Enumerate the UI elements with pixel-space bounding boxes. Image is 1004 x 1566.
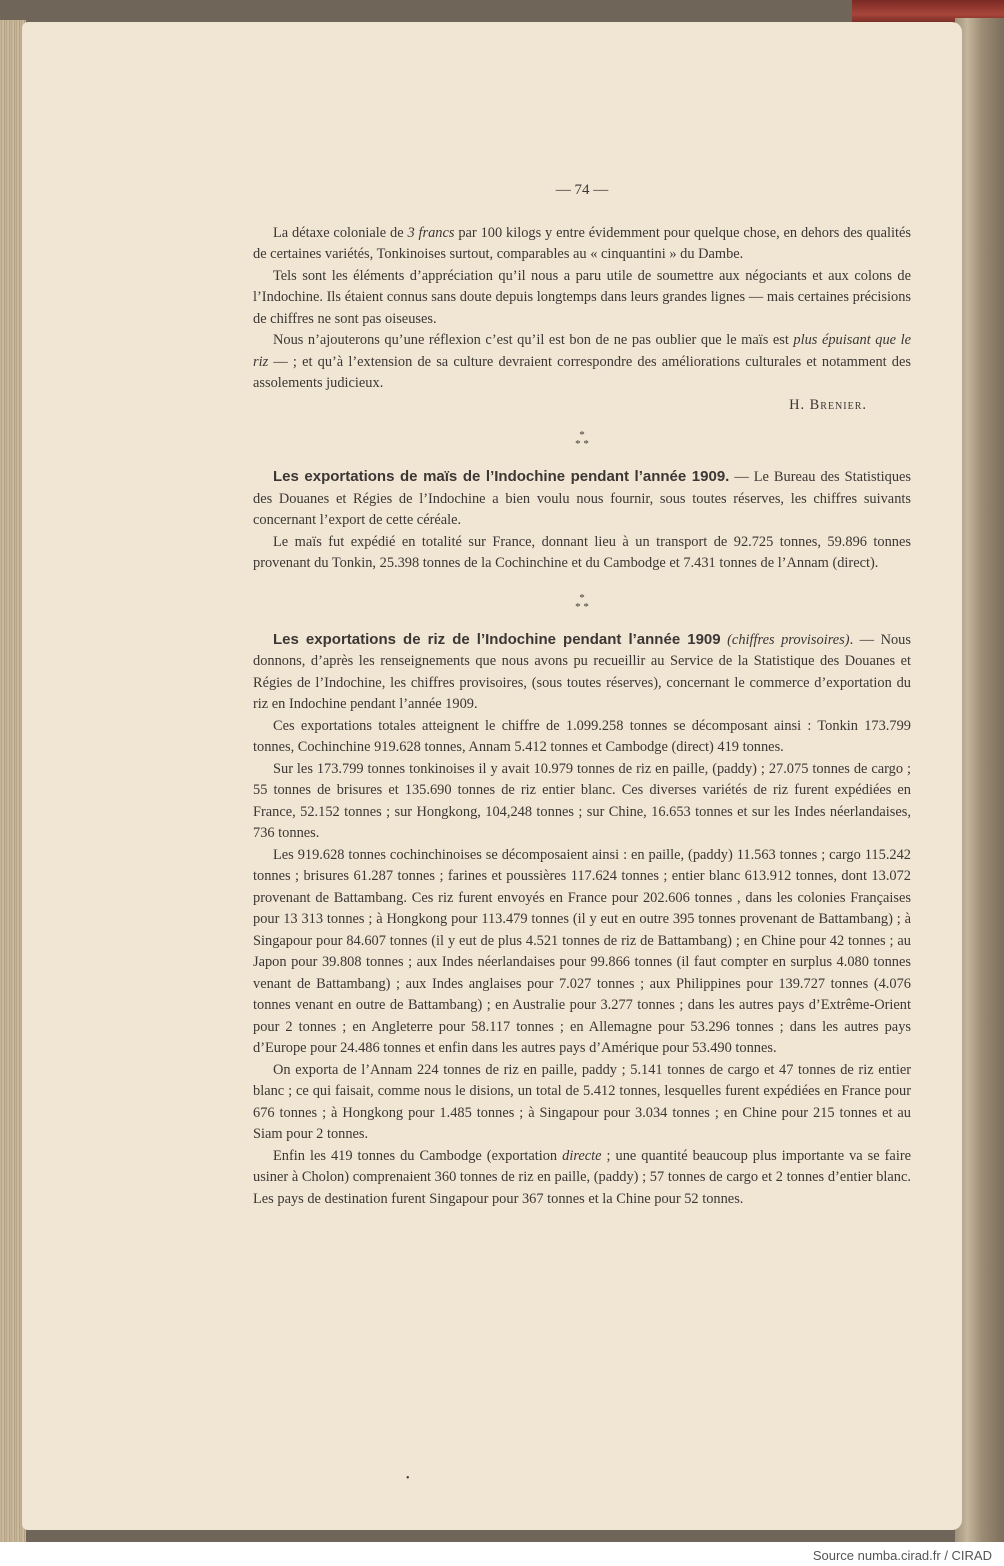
page-number: — 74 — bbox=[555, 182, 609, 198]
mais-paragraph-1: Les exportations de maïs de l’Indochine pendant l’année 1909. — Le Bureau des Statistiques des Douanes et Régies de l’Indochine a bien voulu nous fournir, sous toutes réserves, les chiffres suivants concernant l’export de cette céréale. bbox=[253, 468, 912, 528]
riz-paragraph-1: Les exportations de riz de l’Indochine pendant l’année 1909 (chiffres provisoires). — Nous donnons, d’après les renseignements que nous avons pu recueillir au Service de la Statistique des Douanes et Régies de l’Indochine, les chiffres provisoires, (sous toutes réserves), concernant le commerce d’exportation du riz en Indochine pendant l’année 1909. bbox=[253, 630, 911, 712]
book-binding bbox=[955, 18, 1004, 1542]
source-footer: Source numba.cirad.fr / CIRAD bbox=[812, 1548, 992, 1563]
riz-heading: Les exportations de riz de l’Indochine pendant l’année 1909 bbox=[273, 630, 721, 648]
section-separator: * * * bbox=[575, 429, 589, 450]
riz-paragraph-2: Ces exportations totales atteignent le chiffre de 1.099.258 tonnes se décomposant ainsi : Tonkin 173.799 tonnes, Cochinchine 919.628 tonnes, Annam 5.412 tonnes et Cambodge (direct) 419 tonnes. bbox=[253, 717, 911, 755]
intro-paragraph-1: La détaxe coloniale de 3 francs par 100 kilogs y entre évidemment pour quelque chose, en dehors des qualités de certaines variétés, Tonkinoises surtout, comparables au « cinquantini » du Dambe. bbox=[253, 224, 911, 262]
page-content bbox=[253, 180, 911, 1210]
intro-paragraph-3: Nous n’ajouterons qu’une réflexion c’est qu’il est bon de ne pas oublier que le maïs est plus épuisant que le riz — ; et qu’à l’extension de sa culture devraient correspondre des améliorations culturales et notamment des assolements judicieux. bbox=[253, 332, 911, 391]
page-mark: • bbox=[406, 1473, 410, 1484]
riz-heading-note: (chiffres provisoires) bbox=[727, 631, 850, 648]
author-signature: H. Brenier. bbox=[789, 396, 867, 413]
intro-paragraph-2: Tels sont les éléments d’appréciation qu’il nous a paru utile de soumettre aux négociants et aux colons de l’Indochine. Ils étaient connus sans doute depuis longtemps dans leurs grandes lignes — mais certaines précisions de chiffres ne sont pas oiseuses. bbox=[253, 267, 911, 327]
section-separator: * * * bbox=[575, 591, 589, 613]
riz-paragraph-5: On exporta de l’Annam 224 tonnes de riz en paille, paddy ; 5.141 tonnes de cargo et 47 tonnes de riz entier blanc ; ce qui faisait, comme nous le disions, un total de 5.412 tonnes, lesquelles furent expédiées en France pour 676 tonnes ; à Hongkong pour 1.485 tonnes ; à Singapour pour 3.034 tonnes ; en Chine pour 215 tonnes et au Siam pour 2 tonnes. bbox=[253, 1061, 911, 1142]
mais-paragraph-2: Le maïs fut expédié en totalité sur France, donnant lieu à un transport de 92.725 tonnes, 59.896 tonnes provenant du Tonkin, 25.398 tonnes de la Cochinchine et du Cambodge et 7.431 tonnes de l’Annam (direct). bbox=[253, 533, 911, 571]
mais-heading: Les exportations de maïs de l’Indochine pendant l’année 1909. bbox=[273, 468, 730, 485]
riz-paragraph-6: Enfin les 419 tonnes du Cambodge (exportation directe ; une quantité beaucoup plus importante va se faire usiner à Cholon) comprenaient 360 tonnes de riz en paille, (paddy) ; 57 tonnes de cargo et 2 tonnes d’entier blanc. Les pays de destination furent Singapour pour 367 tonnes et la Chine pour 52 tonnes. bbox=[253, 1147, 911, 1207]
riz-paragraph-4: Les 919.628 tonnes cochinchinoises se décomposaient ainsi : en paille, (paddy) 11.563 tonnes ; cargo 115.242 tonnes ; brisures 61.287 tonnes ; farines et poussières 117.624 tonnes ; entier blanc 613.912 tonnes, dont 13.072 provenant de Battambang. Ces riz furent envoyés en France pour 202.606 tonnes , dans les colonies Françaises pour 13 313 tonnes ; à Hongkong pour 113.479 tonnes (il y eut en outre 395 tonnes provenant de Battambang) ; à Singapour pour 84.607 tonnes (il y eut de plus 4.521 tonnes de riz de Battambang) ; en Chine pour 42 tonnes ; au Japon pour 39.808 tonnes ; aux Indes néerlandaises pour 99.866 tonnes (il faut compter en surplus 4.080 tonnes venant de Battambang) ; aux Indes anglaises pour 7.027 tonnes ; aux Philippines pour 139.727 tonnes (4.076 tonnes venant en outre de Battambang) ; en Australie pour 3.277 tonnes ; dans les autres pays d’Extrême-Orient pour 2 tonnes ; en Angleterre pour 58.117 tonnes ; en Allemagne pour 53.296 tonnes ; dans les autres pays d’Europe pour 24.486 tonnes et enfin dans les autres pays d’Amérique pour 53.490 tonnes. bbox=[253, 846, 911, 1056]
riz-paragraph-3: Sur les 173.799 tonnes tonkinoises il y avait 10.979 tonnes de riz en paille, (paddy) ; 27.075 tonnes de cargo ; 55 tonnes de brisures et 135.690 tonnes de riz entier blanc. Ces diverses variétés de riz furent expédiées en France, 52.152 tonnes ; sur Hongkong, 104,248 tonnes ; sur Chine, 16.653 tonnes et sur les Indes néerlandaises, 736 tonnes. bbox=[253, 760, 911, 841]
